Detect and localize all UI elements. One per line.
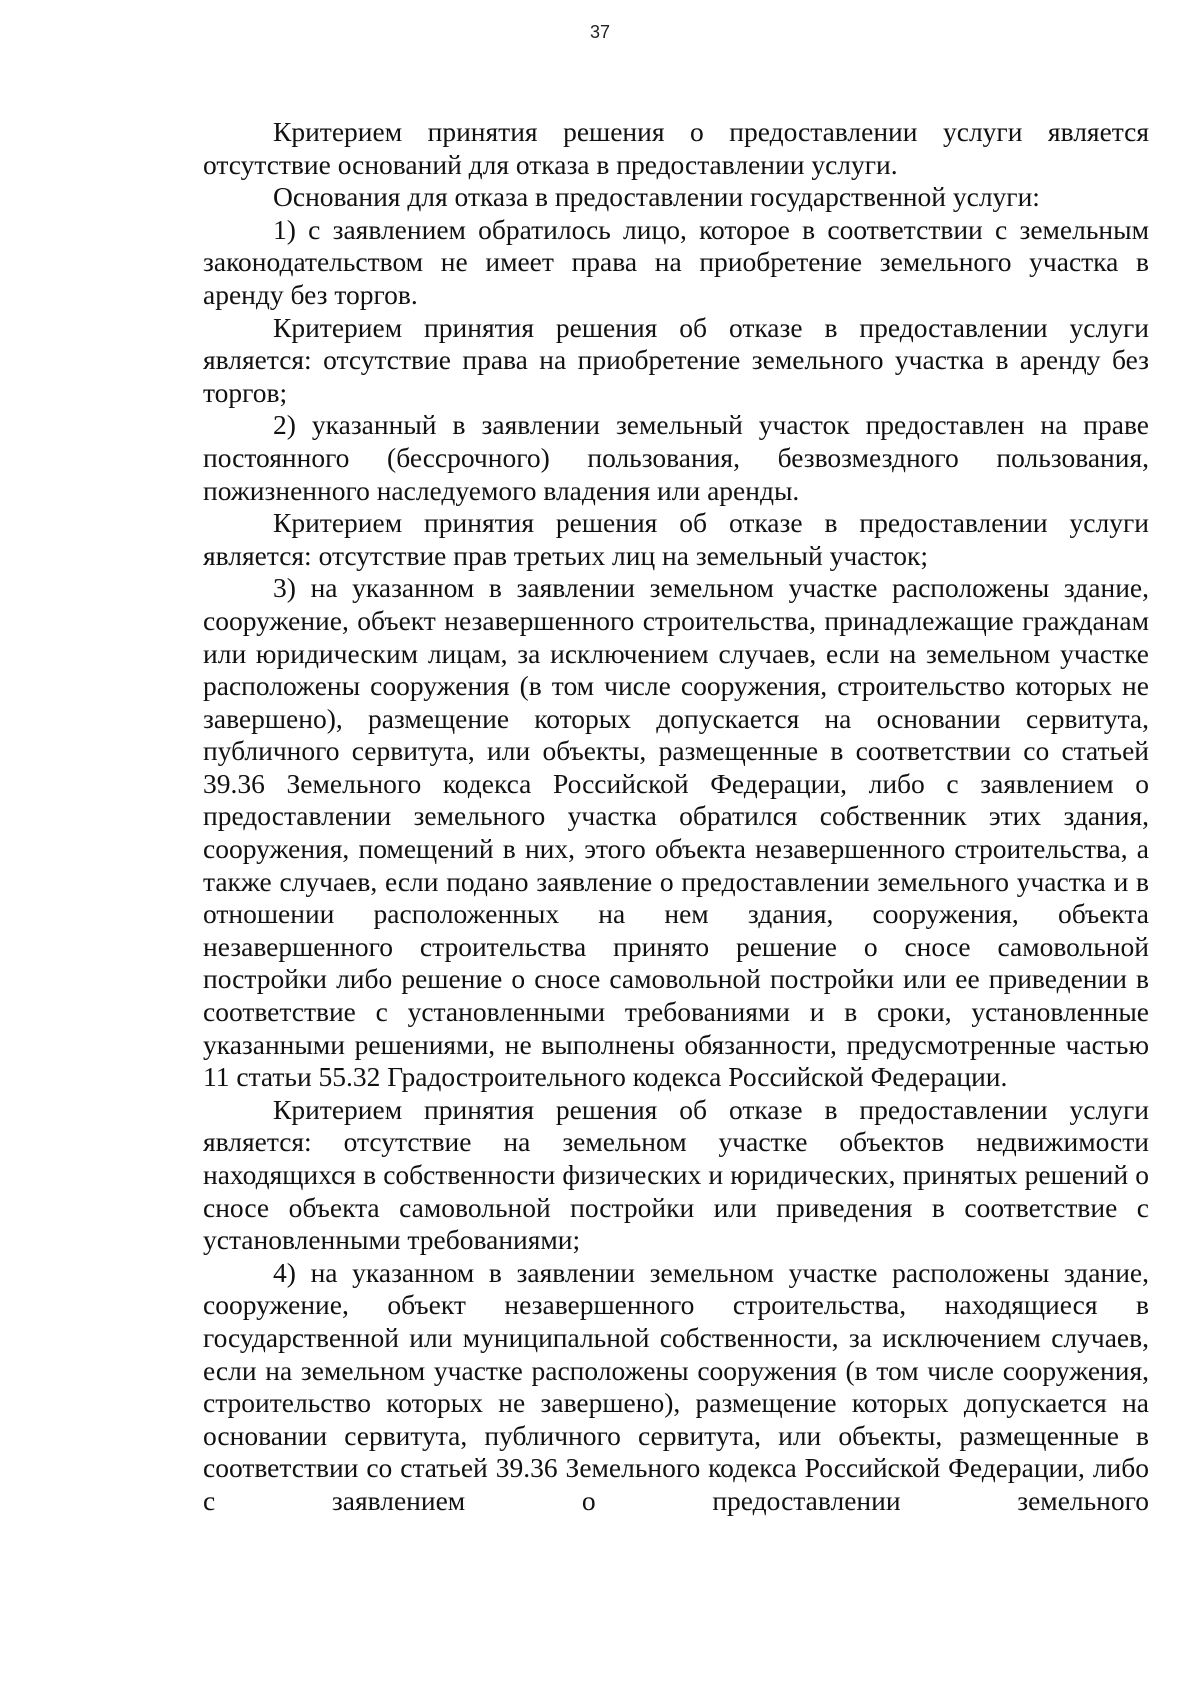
- paragraph: Основания для отказа в предоставлении государственной услуги:: [273, 181, 1040, 213]
- document-body: [203, 116, 1149, 1518]
- paragraph: 3) на указанном в заявлении земельном участке расположены здание, сооружение, объект незавершенного строительства, принадлежащие гражданам или юридическим лицам, за исключением случаев, если на земельном участке расположены сооружения (в том числе сооружения, строительство которых не завершено), размещение которых допускается на основании сервитута, публичного сервитута, или объекты, размещенные в соответствии со статьей 39.36 Земельного кодекса Российской Федерации, либо с заявлением о предоставлении земельного участка обратился собственник этих здания, сооружения, помещений в них, этого объекта незавершенного строительства, а также случаев, если подано заявление о предоставлении земельного участка и в отношении расположенных на нем здания, сооружения, объекта незавершенного строительства принято решение о сносе самовольной постройки либо решение о сносе самовольной постройки или ее приведении в соответствие с установленными требованиями и в сроки, установленные указанными решениями, не выполнены обязанности, предусмотренные частью 11 статьи 55.32 Градостроительного кодекса Российской Федерации.: [203, 572, 1149, 1093]
- paragraph: Критерием принятия решения об отказе в предоставлении услуги является: отсутствие на земельном участке объектов недвижимости находящихся в собственности физических и юридических, принятых решений о сносе объекта самовольной постройки или приведения в соответствие с установленными требованиями;: [203, 1093, 1149, 1256]
- paragraph: Критерием принятия решения об отказе в предоставлении услуги является: отсутствие прав третьих лиц на земельный участок;: [203, 507, 1149, 571]
- paragraph: 1) с заявлением обратилось лицо, которое в соответствии с земельным законодательством не имеет права на приобретение земельного участка в аренду без торгов.: [203, 213, 1149, 310]
- page-number: 37: [589, 22, 611, 42]
- paragraph: Критерием принятия решения о предоставлении услуги является отсутствие оснований для отказа в предоставлении услуги.: [203, 116, 1149, 180]
- paragraph: 4) на указанном в заявлении земельном участке расположены здание, сооружение, объект незавершенного строительства, находящиеся в государственной или муниципальной собственности, за исключением случаев, если на земельном участке расположены сооружения (в том числе сооружения, строительство которых не завершено), размещение которых допускается на основании сервитута, публичного сервитута, или объекты, размещенные в соответствии со статьей 39.36 Земельного кодекса Российской Федерации, либо с заявлением о предоставлении земельного: [203, 1256, 1149, 1516]
- paragraph: Критерием принятия решения об отказе в предоставлении услуги является: отсутствие права на приобретение земельного участка в аренду без торгов;: [203, 311, 1149, 408]
- paragraph: 2) указанный в заявлении земельный участок предоставлен на праве постоянного (бессрочного) пользования, безвозмездного пользования, пожизненного наследуемого владения или аренды.: [203, 409, 1149, 506]
